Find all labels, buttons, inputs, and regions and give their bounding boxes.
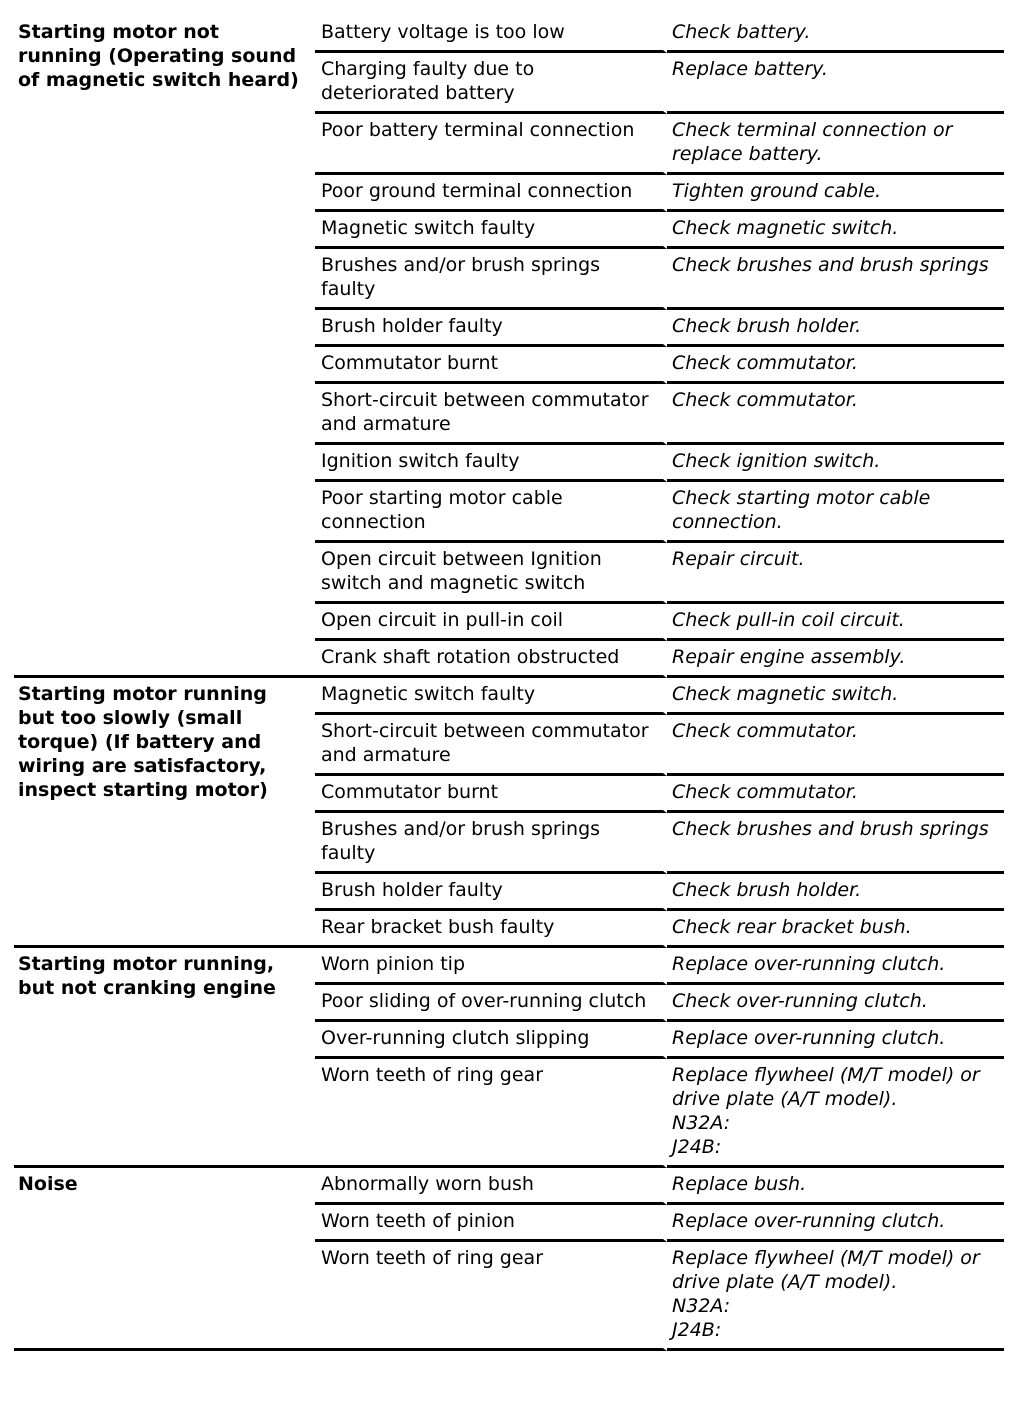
cause-cell: Poor battery terminal connection xyxy=(315,114,667,175)
cause-cell: Brushes and/or brush springs faulty xyxy=(315,813,667,874)
cause-cell: Worn teeth of pinion xyxy=(315,1205,667,1242)
remedy-cell xyxy=(667,985,1004,1022)
remedy-line: Check terminal connection or xyxy=(672,119,953,141)
remedy-line: Check brushes and brush springs xyxy=(672,818,989,840)
symptom-cell: Noise xyxy=(14,1168,315,1351)
table-row xyxy=(14,678,1004,715)
cause-cell: Over-running clutch slipping xyxy=(315,1022,667,1059)
remedy-line: drive plate (A/T model). xyxy=(672,1271,898,1293)
remedy-cell xyxy=(667,1168,1004,1205)
remedy-line: Replace over-running clutch. xyxy=(672,953,946,975)
cause-cell: Short-circuit between commutator and armature xyxy=(315,384,667,445)
remedy-line: Check pull-in coil circuit. xyxy=(672,609,905,631)
remedy-line: Check starting motor cable xyxy=(672,487,931,509)
remedy-line: Replace flywheel (M/T model) or xyxy=(672,1247,980,1269)
cause-cell: Ignition switch faulty xyxy=(315,445,667,482)
symptom-cell: Starting motor running, but not cranking engine xyxy=(14,948,315,1168)
remedy-cell xyxy=(667,384,1004,445)
remedy-cell xyxy=(667,678,1004,715)
remedy-cell xyxy=(667,53,1004,114)
remedy-line: Check commutator. xyxy=(672,352,858,374)
remedy-line: replace battery. xyxy=(672,143,823,165)
remedy-line: Check commutator. xyxy=(672,720,858,742)
cause-cell: Open circuit in pull-in coil xyxy=(315,604,667,641)
cause-cell: Rear bracket bush faulty xyxy=(315,911,667,948)
symptom-cell: Starting motor not running (Operating sound of magnetic switch heard) xyxy=(14,16,315,678)
remedy-line: Check magnetic switch. xyxy=(672,683,899,705)
remedy-line: Replace over-running clutch. xyxy=(672,1210,946,1232)
troubleshooting-table xyxy=(14,16,1004,1351)
remedy-line: Check magnetic switch. xyxy=(672,217,899,239)
remedy-cell xyxy=(667,911,1004,948)
remedy-cell xyxy=(667,948,1004,985)
cause-cell: Poor sliding of over-running clutch xyxy=(315,985,667,1022)
cause-cell: Brushes and/or brush springs faulty xyxy=(315,249,667,310)
cause-cell: Worn teeth of ring gear xyxy=(315,1242,667,1351)
remedy-line: Check battery. xyxy=(672,21,811,43)
remedy-line: Check brush holder. xyxy=(672,879,862,901)
remedy-line: Repair circuit. xyxy=(672,548,805,570)
cause-cell: Open circuit between Ignition switch and magnetic switch xyxy=(315,543,667,604)
remedy-cell xyxy=(667,114,1004,175)
remedy-line: J24B: xyxy=(672,1319,722,1341)
remedy-cell xyxy=(667,212,1004,249)
remedy-cell xyxy=(667,175,1004,212)
table-row xyxy=(14,16,1004,53)
remedy-line: Replace over-running clutch. xyxy=(672,1027,946,1049)
cause-cell: Magnetic switch faulty xyxy=(315,212,667,249)
cause-cell: Worn teeth of ring gear xyxy=(315,1059,667,1168)
cause-cell: Short-circuit between commutator and armature xyxy=(315,715,667,776)
remedy-line: Check commutator. xyxy=(672,781,858,803)
remedy-line: Check commutator. xyxy=(672,389,858,411)
remedy-line: Check over-running clutch. xyxy=(672,990,928,1012)
remedy-cell xyxy=(667,445,1004,482)
cause-cell: Commutator burnt xyxy=(315,776,667,813)
table-row xyxy=(14,948,1004,985)
remedy-line: Replace flywheel (M/T model) or xyxy=(672,1064,980,1086)
remedy-line: N32A: xyxy=(672,1112,731,1134)
cause-cell: Poor ground terminal connection xyxy=(315,175,667,212)
remedy-cell xyxy=(667,1059,1004,1168)
cause-cell: Crank shaft rotation obstructed xyxy=(315,641,667,678)
remedy-cell xyxy=(667,874,1004,911)
remedy-line: Check rear bracket bush. xyxy=(672,916,912,938)
cause-cell: Poor starting motor cable connection xyxy=(315,482,667,543)
remedy-cell xyxy=(667,776,1004,813)
remedy-cell xyxy=(667,1242,1004,1351)
remedy-cell xyxy=(667,1022,1004,1059)
cause-cell: Brush holder faulty xyxy=(315,874,667,911)
cause-cell: Magnetic switch faulty xyxy=(315,678,667,715)
remedy-line: N32A: xyxy=(672,1295,731,1317)
remedy-cell xyxy=(667,1205,1004,1242)
remedy-cell xyxy=(667,813,1004,874)
remedy-line: J24B: xyxy=(672,1136,722,1158)
symptom-cell: Starting motor running but too slowly (small torque) (If battery and wiring are satisfactory, inspect starting motor) xyxy=(14,678,315,948)
remedy-cell xyxy=(667,604,1004,641)
remedy-cell xyxy=(667,347,1004,384)
cause-cell: Worn pinion tip xyxy=(315,948,667,985)
remedy-line: drive plate (A/T model). xyxy=(672,1088,898,1110)
remedy-cell xyxy=(667,543,1004,604)
remedy-line: Repair engine assembly. xyxy=(672,646,906,668)
remedy-cell xyxy=(667,641,1004,678)
remedy-line: Tighten ground cable. xyxy=(672,180,882,202)
remedy-cell xyxy=(667,16,1004,53)
remedy-cell xyxy=(667,310,1004,347)
cause-cell: Charging faulty due to deteriorated battery xyxy=(315,53,667,114)
remedy-line: connection. xyxy=(672,511,783,533)
remedy-cell xyxy=(667,715,1004,776)
remedy-line: Replace battery. xyxy=(672,58,828,80)
remedy-cell xyxy=(667,482,1004,543)
cause-cell: Battery voltage is too low xyxy=(315,16,667,53)
table-row xyxy=(14,1168,1004,1205)
remedy-cell xyxy=(667,249,1004,310)
remedy-line: Check ignition switch. xyxy=(672,450,881,472)
cause-cell: Brush holder faulty xyxy=(315,310,667,347)
cause-cell: Abnormally worn bush xyxy=(315,1168,667,1205)
cause-cell: Commutator burnt xyxy=(315,347,667,384)
remedy-line: Check brush holder. xyxy=(672,315,862,337)
remedy-line: Replace bush. xyxy=(672,1173,807,1195)
remedy-line: Check brushes and brush springs xyxy=(672,254,989,276)
